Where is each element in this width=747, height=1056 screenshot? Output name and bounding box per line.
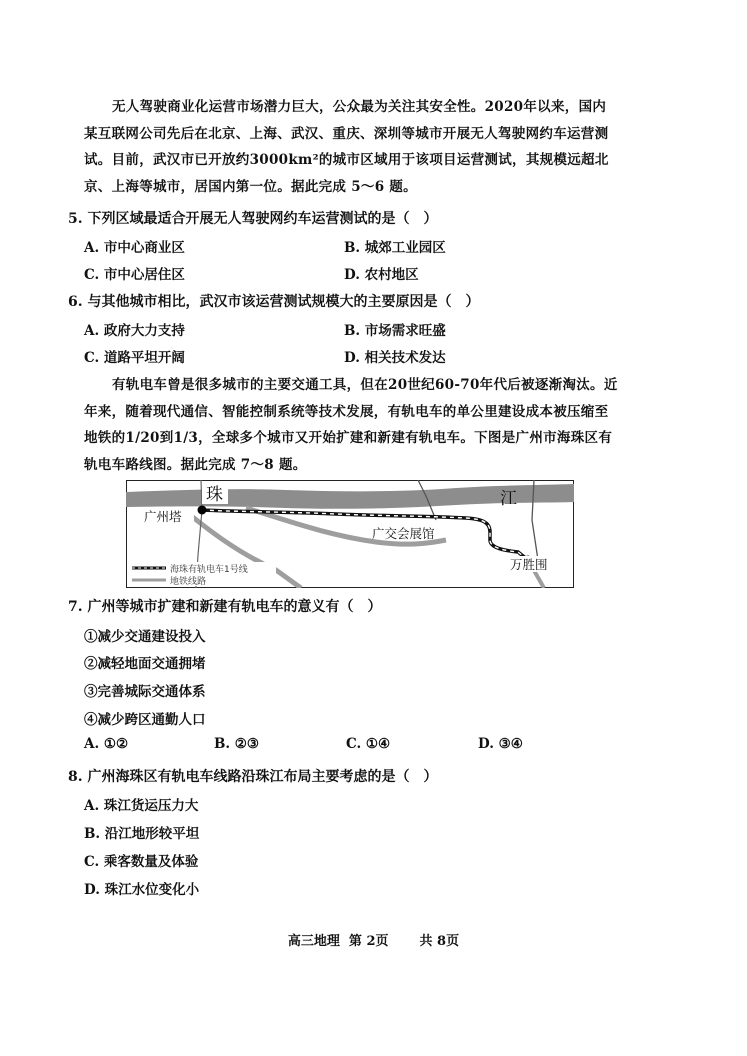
legend-tram-label: 海珠有轨电车1号线 <box>170 565 248 575</box>
q5-option-c[interactable]: C. 市中心居住区 <box>84 267 185 283</box>
q7-option-b[interactable]: B. ②③ <box>214 736 260 752</box>
q7-item-3: ③完善城际交通体系 <box>84 684 206 700</box>
q6-option-a[interactable]: A. 政府大力支持 <box>84 323 185 339</box>
q6-option-d[interactable]: D. 相关技术发达 <box>344 350 446 366</box>
river-label-zhu: 珠 <box>206 485 223 505</box>
station-dot-guangzhouta <box>198 506 207 515</box>
q7-option-d[interactable]: D. ③④ <box>478 736 523 752</box>
question-6-stem: 6. 与其他城市相比，武汉市该运营测试规模大的主要原因是（ ） <box>68 294 480 310</box>
tram-route-map <box>126 480 574 588</box>
q7-item-4: ④减少跨区通勤人口 <box>84 712 206 728</box>
q7-option-a[interactable]: A. ①② <box>84 736 129 752</box>
q8-option-a[interactable]: A. 珠江货运压力大 <box>84 798 199 814</box>
passage-text: 无人驾驶商业化运营市场潜力巨大，公众最为关注其安全性。2020年以来，国内某互联网公司先后在北京、上海、武汉、重庆、深圳等城市开展无人驾驶网约车运营测试。目前，武汉市已开放约3000km²的城市区域用于该项目运营测试，其规模远超北京、上海等城市，居国内第一位。据此完成 5～6 题。 <box>84 99 609 195</box>
q6-option-b[interactable]: B. 市场需求旺盛 <box>344 323 446 339</box>
q5-option-b[interactable]: B. 城郊工业园区 <box>344 240 446 256</box>
river-label-jiang: 江 <box>500 489 517 509</box>
question-5-stem: 5. 下列区域最适合开展无人驾驶网约车运营测试的是（ ） <box>68 211 438 227</box>
question-7-stem: 7. 广州等城市扩建和新建有轨电车的意义有（ ） <box>68 599 382 615</box>
passage-tram <box>84 372 619 478</box>
question-8-stem: 8. 广州海珠区有轨电车线路沿珠江布局主要考虑的是（ ） <box>68 769 438 785</box>
passage-text: 有轨电车曾是很多城市的主要交通工具，但在20世纪60-70年代后被逐渐淘汰。近年来，随着现代通信、智能控制系统等技术发展，有轨电车的单公里建设成本被压缩至地铁的1/20到1/3，全球多个城市又开始扩建和新建有轨电车。下图是广州市海珠区有轨电车路线图。据此完成 7～8 题。 <box>84 377 618 473</box>
q8-option-d[interactable]: D. 珠江水位变化小 <box>84 882 200 898</box>
q6-option-c[interactable]: C. 道路平坦开阔 <box>84 350 185 366</box>
footer-total: 共 8页 <box>419 934 460 949</box>
q5-option-d[interactable]: D. 农村地区 <box>344 267 419 283</box>
footer-page: 第 2页 <box>348 934 389 949</box>
q8-option-c[interactable]: C. 乘客数量及体验 <box>84 854 199 870</box>
q7-item-2: ②减轻地面交通拥堵 <box>84 656 206 672</box>
q8-option-b[interactable]: B. 沿江地形较平坦 <box>84 826 200 842</box>
passage-autonomous-driving <box>84 94 614 200</box>
footer-subject: 高三地理 <box>287 934 340 949</box>
q7-option-c[interactable]: C. ①④ <box>346 736 391 752</box>
map-svg <box>126 480 574 588</box>
q7-item-1: ①减少交通建设投入 <box>84 629 206 645</box>
page-footer <box>0 930 747 949</box>
station-label-guangjiao: 广交会展馆 <box>372 526 435 541</box>
station-label-wanshengwei: 万胜围 <box>510 557 548 572</box>
legend-metro-label: 地铁线路 <box>170 577 207 587</box>
station-label-guangzhouta: 广州塔 <box>144 509 182 524</box>
q5-option-a[interactable]: A. 市中心商业区 <box>84 240 185 256</box>
